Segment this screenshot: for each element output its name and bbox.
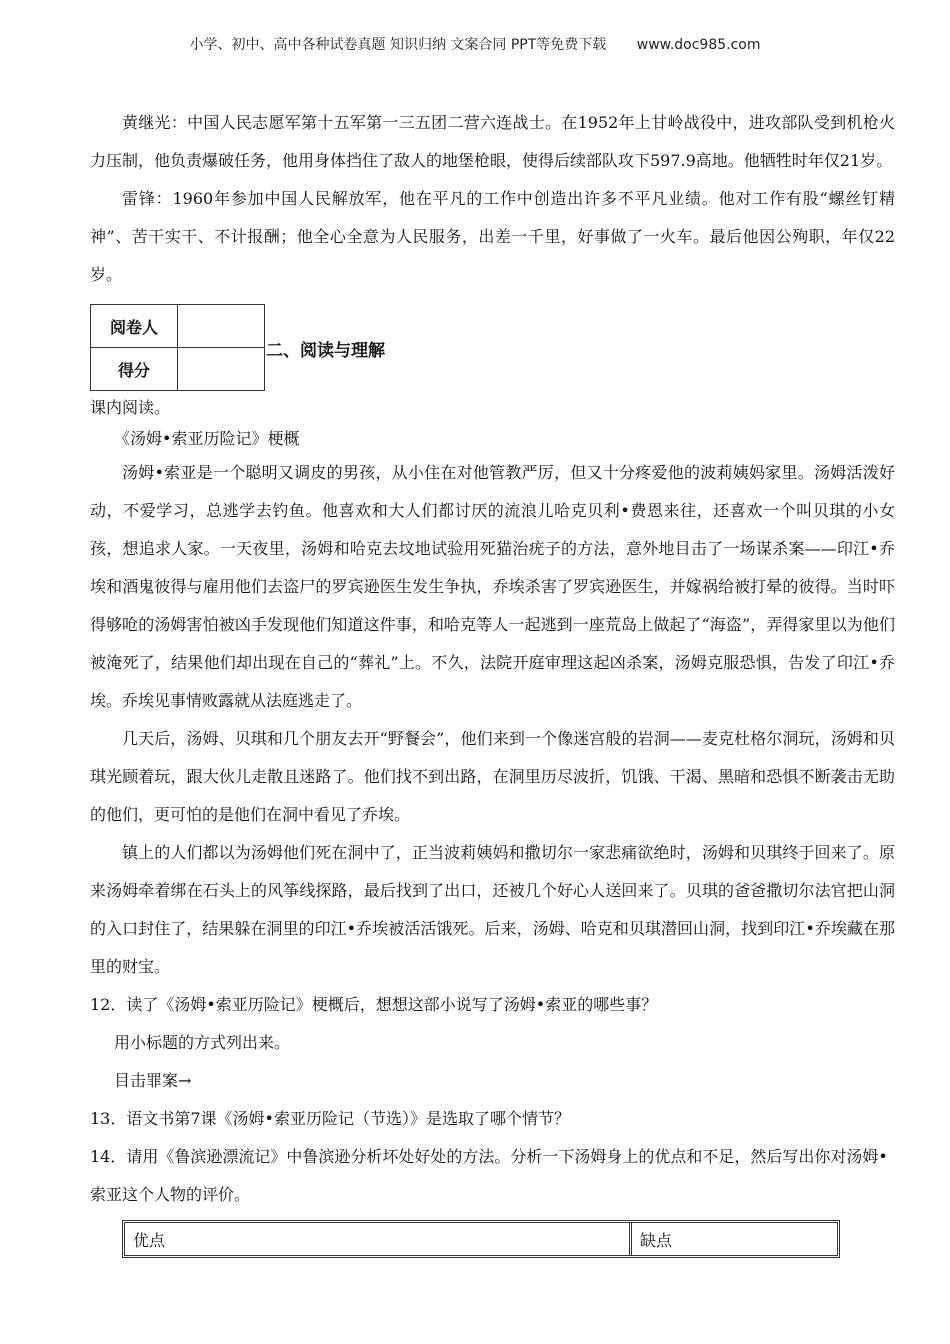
header-text: 小学、初中、高中各种试卷真题 知识归纳 文案合同 PPT等免费下载 [189,37,607,53]
reviewer-field[interactable] [178,305,265,348]
page-header [0,34,950,54]
score-box [90,304,895,392]
score-table [90,304,265,391]
reading-paragraph-3: 镇上的人们都以为汤姆他们死在洞中了，正当波莉姨妈和撒切尔一家悲痛欲绝时，汤姆和贝琪终于回来了。原来汤姆牵着绑在石头上的风筝线探路，最后找到了出口，还被几个好心人送回来了。贝琪的爸爸撒切尔法官把山洞的入口封住了，结果躲在洞里的印江•乔埃被活活饿死。后来，汤姆、哈克和贝琪潜回山洞，找到印江•乔埃藏在那里的财宝。 [90,843,895,976]
document-body [90,104,895,1258]
weaknesses-header: 缺点 [640,1230,673,1250]
strengths-header: 优点 [125,1223,631,1255]
question-12: 12．读了《汤姆•索亚历险记》梗概后，想想这部小说写了汤姆•索亚的哪些事？ [90,995,658,1014]
intro-huang-paragraph: 黄继光：中国人民志愿军第十五军第一三五团二营六连战士。在1952年上甘岭战役中，进攻部队受到机枪火力压制，他负责爆破任务，他用身体挡住了敌人的地堡枪眼，使得后续部队攻下597.9高地。他牺牲时年仅21岁。 [90,113,895,170]
score-label: 得分 [91,348,178,391]
question-12-answer: 目击罪案→ [114,1071,192,1090]
reading-paragraph-2: 几天后，汤姆、贝琪和几个朋友去开“野餐会”，他们来到一个像迷宫般的岩洞——麦克杜格尔洞玩，汤姆和贝琪光顾着玩，跟大伙儿走散且迷路了。他们找不到出路，在洞里历尽波折，饥饿、干渴、黑暗和恐惧不断袭击无助的他们，更可怕的是他们在洞中看见了乔埃。 [90,729,895,824]
reading-paragraph-1: 汤姆•索亚是一个聪明又调皮的男孩，从小住在对他管教严厉，但又十分疼爱他的波莉姨妈家里。汤姆活泼好动，不爱学习，总逃学去钓鱼。他喜欢和大人们都讨厌的流浪儿哈克贝利•费恩来往，还喜欢一个叫贝琪的小女孩，想追求人家。一天夜里，汤姆和哈克去坟地试验用死猫治疣子的方法，意外地目击了一场谋杀案——印江•乔埃和酒鬼彼得与雇用他们去盗尸的罗宾逊医生发生争执，乔埃杀害了罗宾逊医生，并嫁祸给被打晕的彼得。当时吓得够呛的汤姆害怕被凶手发现他们知道这件事，和哈克等人一起逃到一座荒岛上做起了“海盗”，弄得家里以为他们被淹死了，结果他们却出现在自己的“葬礼”上。不久，法院开庭审理这起凶杀案，汤姆克服恐惧，告发了印江•乔埃。乔埃见事情败露就从法庭逃走了。 [90,463,895,710]
intro-lei-paragraph: 雷锋：1960年参加中国人民解放军，他在平凡的工作中创造出许多不平凡业绩。他对工作有股“螺丝钉精神”、苦干实干、不计报酬；他全心全意为人民服务，出差一千里，好事做了一火车。最后他因公殉职，年仅22岁。 [90,189,895,284]
reading-label: 课内阅读。 [90,398,171,417]
question-14: 14．请用《鲁滨逊漂流记》中鲁滨逊分析坏处好处的方法。分析一下汤姆身上的优点和不足，然后写出你对汤姆•索亚这个人物的评价。 [90,1147,888,1204]
reviewer-label: 阅卷人 [91,305,178,348]
section-title: 二、阅读与理解 [266,341,385,361]
score-field[interactable] [178,348,265,391]
header-site-link[interactable]: www.doc985.com [636,37,761,53]
question-12-instruction: 用小标题的方式列出来。 [114,1033,291,1052]
evaluation-table [122,1220,840,1258]
reading-title: 《汤姆•索亚历险记》梗概 [114,429,300,448]
question-13: 13．语文书第7课《汤姆•索亚历险记（节选）》是选取了哪个情节？ [90,1109,570,1128]
